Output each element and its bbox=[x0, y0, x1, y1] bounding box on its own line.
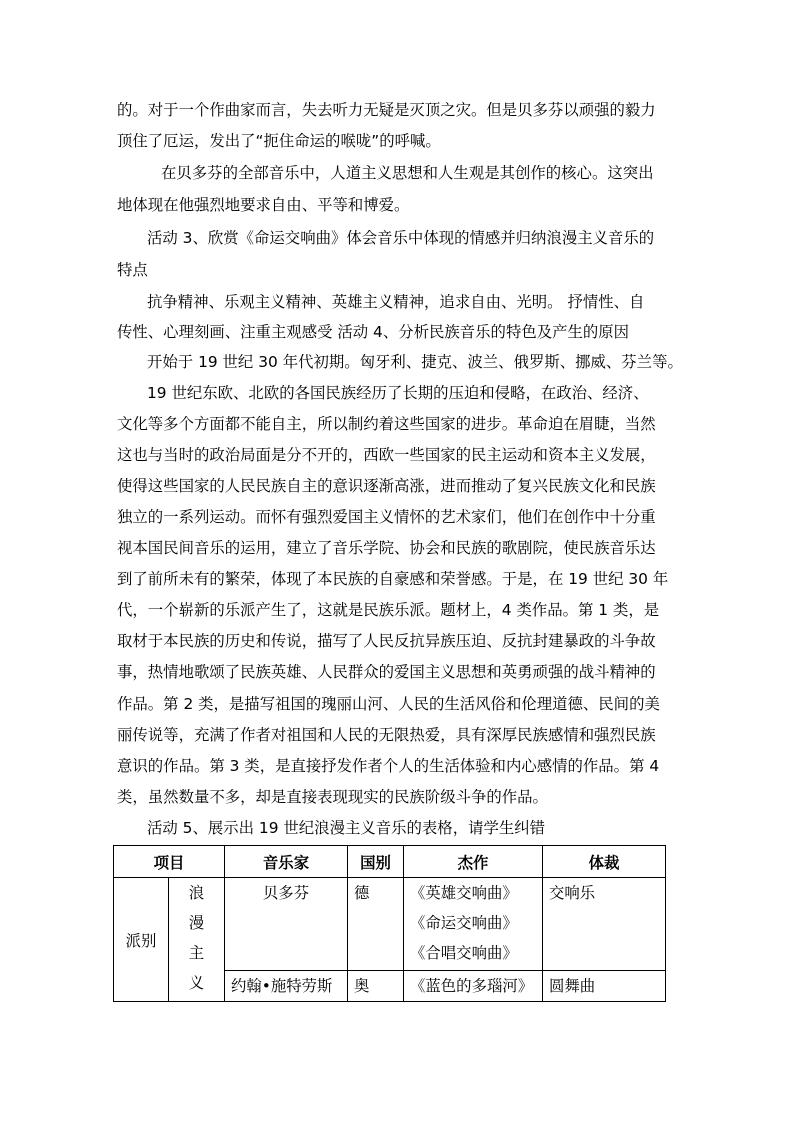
works-cell bbox=[404, 971, 543, 1002]
paragraph-line: 到了前所未有的繁荣，体现了本民族的自豪感和荣誉感。于是，在 19 世纪 30 年 bbox=[117, 570, 669, 588]
paragraph-line: 顶住了厄运，发出了“扼住命运的喉咙”的呼喊。 bbox=[117, 132, 441, 150]
composer-cell bbox=[225, 971, 348, 1002]
country-cell bbox=[348, 878, 404, 971]
table-header-row bbox=[114, 846, 666, 878]
paragraph-line: 19 世纪东欧、北欧的各国民族经历了长期的压迫和侵略，在政治、经济、 bbox=[147, 384, 649, 402]
genre-cell bbox=[543, 878, 666, 971]
paragraph-line: 视本国民间音乐的运用，建立了音乐学院、协会和民族的歌剧院，使民族音乐达 bbox=[117, 539, 656, 557]
header-composer: 音乐家 bbox=[225, 846, 348, 878]
header-country: 国别 bbox=[348, 846, 404, 878]
paragraph-line: 特点 bbox=[117, 261, 148, 279]
paragraph-line: 开始于 19 世纪 30 年代初期。匈牙利、捷克、波兰、俄罗斯、挪威、芬兰等。 bbox=[147, 353, 683, 371]
paragraph-line: 传性、心理刻画、注重主观感受 活动 4、分析民族音乐的特色及产生的原因 bbox=[117, 323, 630, 341]
paragraph-line: 活动 5、展示出 19 世纪浪漫主义音乐的表格，请学生纠错 bbox=[147, 819, 546, 837]
sub-group-char: 浪 bbox=[188, 884, 205, 902]
work-title: 《英雄交响曲》 bbox=[410, 884, 518, 902]
paragraph-line: 在贝多芬的全部音乐中，人道主义思想和人生观是其创作的核心。这突出 bbox=[161, 164, 654, 182]
composer-name: 约翰•施特劳斯 bbox=[231, 977, 333, 995]
genre-name: 圆舞曲 bbox=[549, 977, 596, 995]
paragraph-line: 类，虽然数量不多，却是直接表现现实的民族阶级斗争的作品。 bbox=[117, 788, 548, 806]
paragraph-line: 活动 3、欣赏《命运交响曲》体会音乐中体现的情感并归纳浪漫主义音乐的 bbox=[147, 229, 655, 247]
table-row bbox=[114, 878, 666, 971]
country-name: 奥 bbox=[354, 977, 370, 995]
paragraph-line: 丽传说等，充满了作者对祖国和人民的无限热爱，具有深厚民族感情和强烈民族 bbox=[117, 726, 656, 744]
paragraph-line: 抗争精神、乐观主义精神、英雄主义精神，追求自由、光明。 抒情性、自 bbox=[147, 293, 645, 311]
header-works: 杰作 bbox=[404, 846, 543, 878]
header-genre: 体裁 bbox=[543, 846, 666, 878]
genre-name: 交响乐 bbox=[549, 884, 596, 902]
paragraph-line: 文化等多个方面都不能自主，所以制约着这些国家的进步。革命迫在眉睫，当然 bbox=[117, 415, 656, 433]
sub-group-char: 义 bbox=[188, 974, 205, 992]
paragraph-line: 事，热情地歌颂了民族英雄、人民群众的爱国主义思想和英勇顽强的战斗精神的 bbox=[117, 663, 656, 681]
paragraph-line: 地体现在他强烈地要求自由、平等和博爱。 bbox=[117, 196, 410, 214]
paragraph-line: 的。对于一个作曲家而言，失去听力无疑是灭顶之灾。但是贝多芬以顽强的毅力 bbox=[117, 101, 656, 119]
paragraph-line: 代，一个崭新的乐派产生了，这就是民族乐派。题材上，4 类作品。第 1 类，是 bbox=[117, 601, 660, 619]
group-label-cell bbox=[114, 878, 169, 1002]
romantic-music-table bbox=[113, 845, 666, 1002]
paragraph-line: 这也与当时的政治局面是分不开的，西欧一些国家的民主运动和资本主义发展， bbox=[117, 446, 656, 464]
work-title: 《蓝色的多瑙河》 bbox=[410, 977, 534, 995]
paragraph-line: 使得这些国家的人民民族自主的意识逐渐高涨，进而推动了复兴民族文化和民族 bbox=[117, 477, 656, 495]
sub-group-char: 漫 bbox=[188, 914, 205, 932]
group-label: 派别 bbox=[125, 931, 157, 950]
sub-group-char: 主 bbox=[188, 944, 205, 962]
paragraph-line: 意识的作品。第 3 类，是直接抒发作者个人的生活体验和内心感情的作品。第 4 bbox=[117, 757, 660, 775]
header-item: 项目 bbox=[114, 846, 225, 878]
work-title: 《命运交响曲》 bbox=[410, 914, 518, 932]
work-title: 《合唱交响曲》 bbox=[410, 944, 518, 962]
paragraph-line: 取材于本民族的历史和传说，描写了人民反抗异族压迫、反抗封建暴政的斗争故 bbox=[117, 632, 656, 650]
country-name: 德 bbox=[354, 884, 370, 902]
sub-group-cell bbox=[169, 878, 225, 1002]
paragraph-line: 独立的一系列运动。而怀有强烈爱国主义情怀的艺术家们，他们在创作中十分重 bbox=[117, 508, 656, 526]
composer-name: 贝多芬 bbox=[262, 884, 310, 902]
composer-cell bbox=[225, 878, 348, 971]
country-cell bbox=[348, 971, 404, 1002]
works-cell bbox=[404, 878, 543, 971]
genre-cell bbox=[543, 971, 666, 1002]
paragraph-line: 作品。第 2 类，是描写祖国的瑰丽山河、人民的生活风俗和伦理道德、民间的美 bbox=[117, 695, 660, 713]
